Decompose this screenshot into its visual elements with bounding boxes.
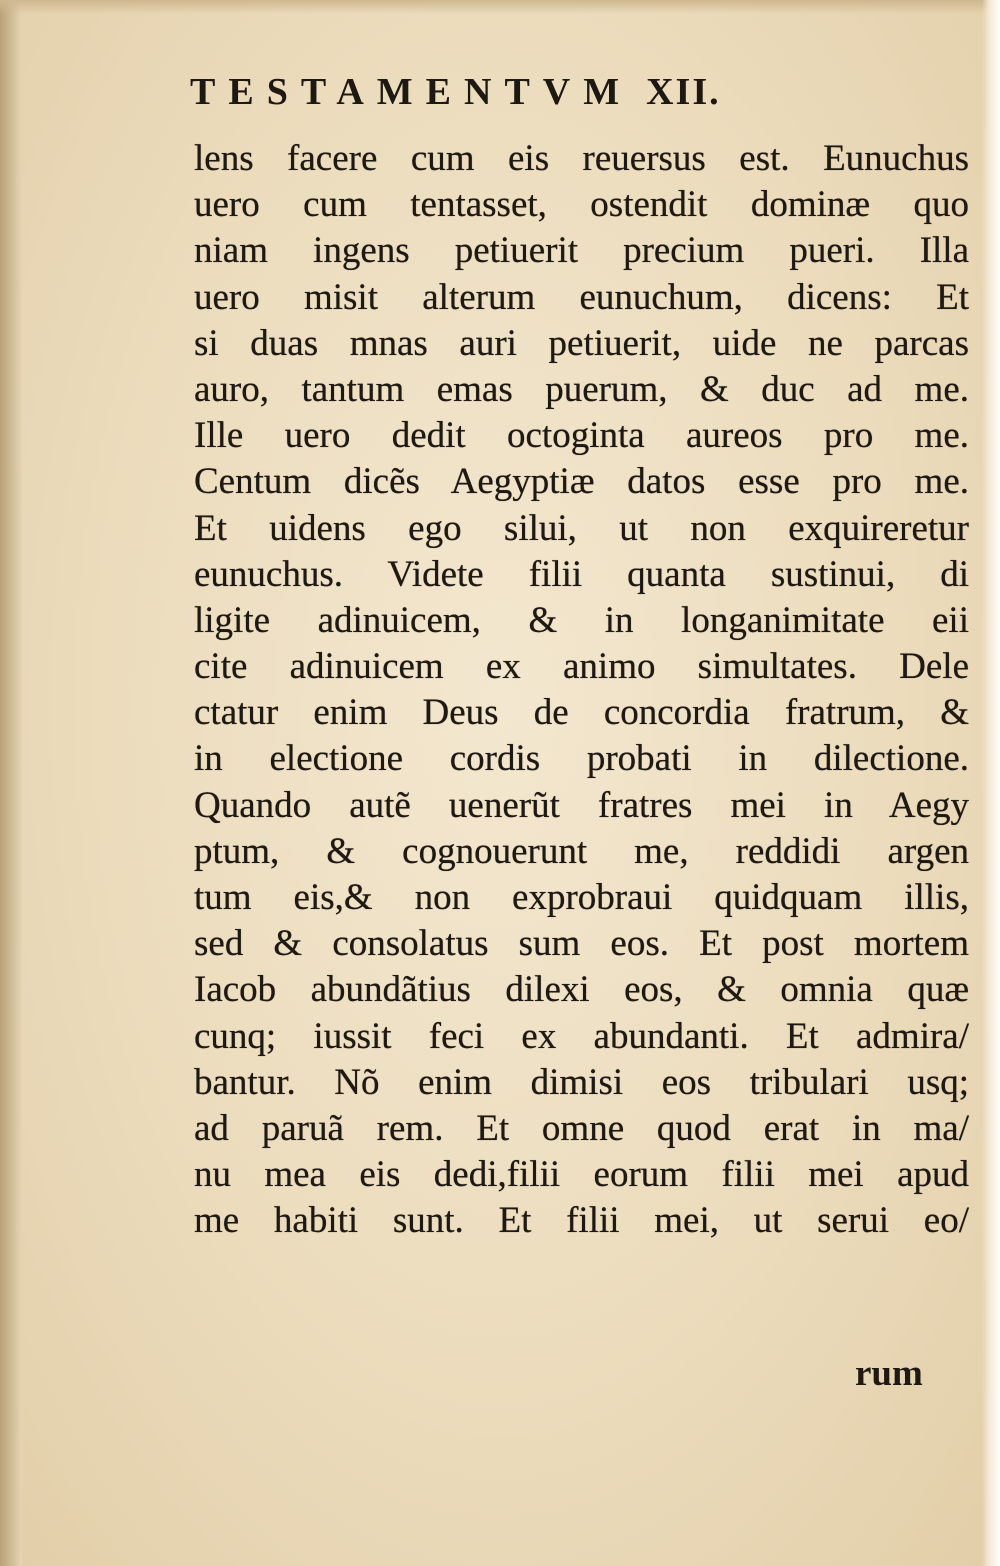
text-line: eunuchus. Videte filii quanta sustinui, di — [194, 553, 969, 595]
folio-number: XII. — [646, 71, 721, 113]
text-line: sed & consolatus sum eos. Et post mortem — [194, 923, 969, 965]
text-line: ptum, & cognouerunt me, reddidi argen — [194, 830, 969, 872]
text-line: Iacob abundãtius dilexi eos, & omnia quæ — [194, 969, 969, 1011]
text-line: lens facere cum eis reuersus est. Eunuchus — [194, 138, 969, 179]
page-gutter-shadow — [0, 0, 22, 1566]
text-line: cite adinuicem ex animo simultates. Dele — [194, 646, 969, 688]
text-line: cunq; iussit feci ex abundanti. Et admira/ — [194, 1015, 969, 1057]
running-head — [190, 70, 960, 114]
text-line: Quando autẽ uenerũt fratres mei in Aegy — [194, 784, 969, 826]
text-line: si duas mnas auri petiuerit, uide ne parcas — [194, 322, 969, 364]
text-line: nu mea eis dedi,filii eorum filii mei apud — [194, 1154, 969, 1196]
text-line: uero cum tentasset, ostendit dominæ quo — [194, 184, 969, 226]
text-line: ad paruã rem. Et omne quod erat in ma/ — [194, 1107, 969, 1149]
text-line: Ille uero dedit octoginta aureos pro me. — [194, 415, 969, 457]
text-line: Centum dicẽs Aegyptiæ datos esse pro me. — [194, 461, 969, 503]
page-top-edge — [0, 0, 1000, 14]
text-line: in electione cordis probati in dilectione. — [194, 738, 969, 780]
text-line: uero misit alterum eunuchum, dicens: Et — [194, 276, 969, 318]
catchword: rum — [855, 1353, 923, 1394]
text-line: bantur. Nõ enim dimisi eos tribulari usq; — [194, 1061, 969, 1103]
text-line: me habiti sunt. Et filii mei, ut serui eo/ — [194, 1200, 969, 1242]
text-line: Et uidens ego silui, ut non exquireretur — [194, 507, 969, 549]
text-line: ligite adinuicem, & in longanimitate eii — [194, 599, 969, 641]
text-line: auro, tantum emas puerum, & duc ad me. — [194, 368, 969, 410]
body-text — [194, 136, 969, 1245]
text-line: ctatur enim Deus de concordia fratrum, & — [194, 692, 969, 734]
running-title: TESTAMENTVM — [190, 71, 633, 113]
text-line: niam ingens petiuerit precium pueri. Illa — [194, 230, 969, 272]
page-right-edge — [982, 0, 1000, 1566]
text-line: tum eis,& non exprobraui quidquam illis, — [194, 877, 969, 918]
